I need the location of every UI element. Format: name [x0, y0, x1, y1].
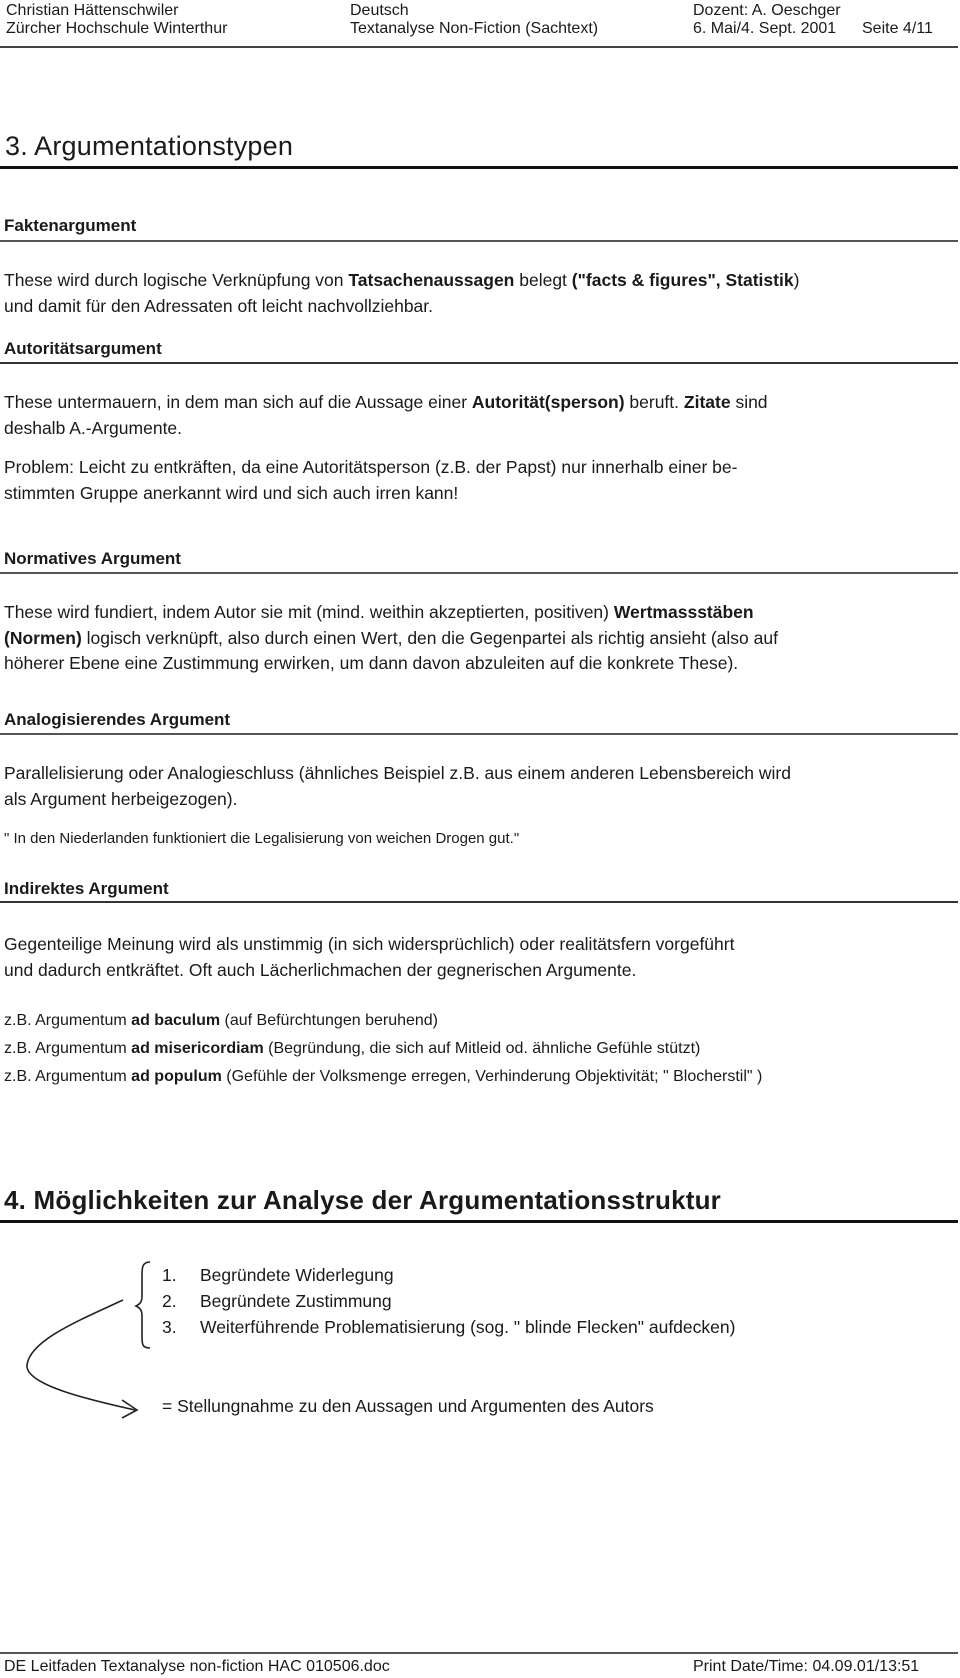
heading-rule — [0, 901, 958, 903]
example-ad-misericordiam: z.B. Argumentum ad misericordiam (Begründung, die sich auf Mitleid od. ähnliche Gefühle stützt) — [4, 1040, 701, 1057]
header-rule — [0, 46, 958, 48]
section-3-rule — [0, 166, 958, 169]
footer-filename: DE Leitfaden Textanalyse non-fiction HAC 010506.doc — [4, 1658, 390, 1675]
footer-print-date: Print Date/Time: 04.09.01/13:51 — [693, 1658, 920, 1675]
conclusion-text: = Stellungnahme zu den Aussagen und Argumenten des Autors — [162, 1396, 654, 1416]
header-dates: 6. Mai/4. Sept. 2001 — [693, 20, 837, 37]
heading-analogisierendes-argument: Analogisierendes Argument — [4, 710, 231, 729]
section-3-title: 3. Argumentationstypen — [5, 131, 294, 161]
footer-rule — [0, 1652, 958, 1654]
heading-faktenargument: Faktenargument — [4, 216, 137, 235]
header-school: Zürcher Hochschule Winterthur — [6, 20, 228, 37]
heading-rule — [0, 572, 958, 574]
analog-example-quote: " In den Niederlanden funktioniert die Legalisierung von weichen Drogen gut." — [4, 830, 520, 847]
heading-indirektes-argument: Indirektes Argument — [4, 879, 169, 898]
list-item: 2. Begründete Zustimmung — [162, 1291, 392, 1311]
curved-arrow-icon — [0, 1240, 160, 1430]
heading-rule — [0, 240, 958, 242]
heading-normatives-argument: Normatives Argument — [4, 549, 181, 568]
heading-rule — [0, 362, 958, 364]
header-subject: Deutsch — [350, 2, 409, 19]
analysis-options-list — [162, 1262, 735, 1340]
section-4-rule — [0, 1220, 958, 1223]
heading-rule — [0, 733, 958, 735]
indirekt-examples — [4, 1007, 762, 1091]
list-item: 3. Weiterführende Problematisierung (sog. " blinde Flecken" aufdecken) — [162, 1317, 736, 1337]
header-lecturer: Dozent: A. Oeschger — [693, 2, 841, 19]
heading-autoritaetsargument: Autoritätsargument — [4, 339, 162, 358]
paragraph-autoritaet-problem: Problem: Leicht zu entkräften, da eine Autoritätsperson (z.B. der Papst) nur innerhalb einer be- stimmten Gruppe anerkannt wird und sich auch irren kann! — [4, 457, 738, 503]
paragraph-fakten: These wird durch logische Verknüpfung von Tatsachenaussagen belegt ("facts & figures", Statistik) und damit für den Adressaten oft leicht nachvollziehbar. — [4, 270, 800, 316]
section-4-title: 4. Möglichkeiten zur Analyse der Argumentationsstruktur — [4, 1185, 721, 1215]
paragraph-autoritaet: These untermauern, in dem man sich auf die Aussage einer Autorität(sperson) beruft. Zitate sind deshalb A.-Argumente. — [4, 392, 768, 438]
paragraph-normativ: These wird fundiert, indem Autor sie mit (mind. weithin akzeptierten, positiven) Wertmassstäben (Normen) logisch verknüpft, also durch einen Wert, den die Gegenpartei als richtig ansieht (also auf höherer Ebene eine Zustimmung erwirken, um dann davon abzuleiten auf die konkrete These). — [4, 602, 778, 673]
header-topic: Textanalyse Non-Fiction (Sachtext) — [350, 20, 599, 37]
header-page: Seite 4/11 — [862, 20, 933, 37]
header-author: Christian Hättenschwiler — [6, 2, 179, 19]
list-item: 1. Begründete Widerlegung — [162, 1265, 394, 1285]
example-ad-baculum: z.B. Argumentum ad baculum (auf Befürchtungen beruhend) — [4, 1012, 439, 1029]
paragraph-analog: Parallelisierung oder Analogieschluss (ähnliches Beispiel z.B. aus einem anderen Lebensbereich wird als Argument herbeigezogen). — [4, 763, 791, 809]
paragraph-indirekt: Gegenteilige Meinung wird als unstimmig (in sich widersprüchlich) oder realitätsfern vorgeführt und dadurch entkräftet. Oft auch Lächerlichmachen der gegnerischen Argumente. — [4, 934, 735, 980]
example-ad-populum: z.B. Argumentum ad populum (Gefühle der Volksmenge erregen, Verhinderung Objektivität; " Blocherstil" ) — [4, 1068, 763, 1085]
